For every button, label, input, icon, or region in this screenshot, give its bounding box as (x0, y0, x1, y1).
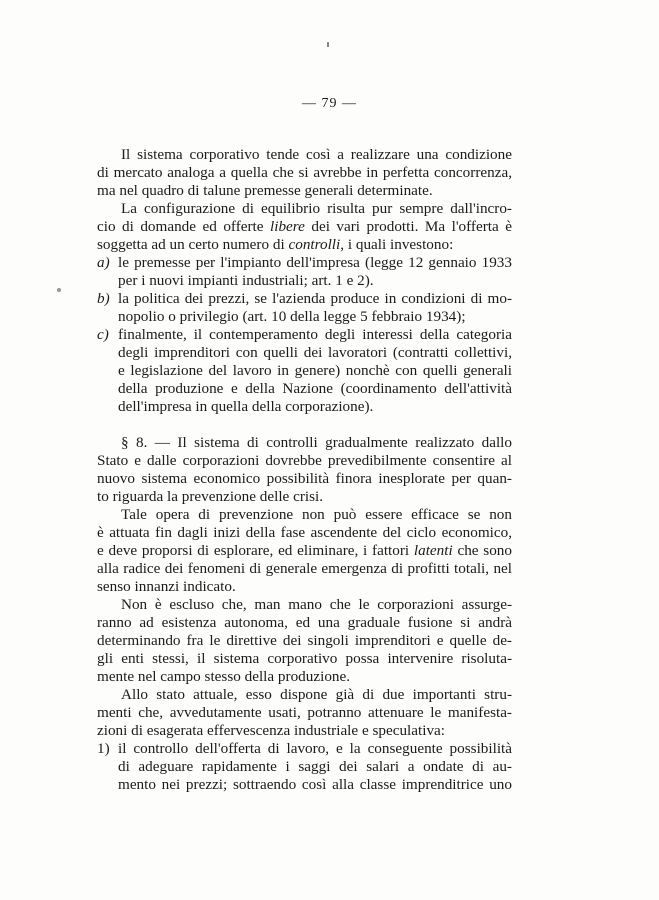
text-line: mento nei prezzi; sottraendo così alla classe imprenditrice uno (118, 776, 512, 793)
text-line: alla radice dei fenomeni di generale emergenza di profitti totali, nel (97, 560, 512, 577)
section-heading-line: § 8. — Il sistema di controlli gradualmente realizzato dallo (121, 434, 512, 451)
text-line: e legislazione del lavoro in genere) nonchè con quelli generali (118, 362, 512, 379)
text-line: cio di domande ed offerte libere dei vari prodotti. Ma l'offerta è (97, 218, 512, 235)
scan-speck (327, 42, 329, 47)
text-line: nuovo sistema economico possibilità finora inesplorate per quan- (97, 470, 512, 487)
text-line: e deve proporsi di esplorare, ed eliminare, i fattori latenti che sono (97, 542, 512, 559)
text-line: mente nel campo stesso della produzione. (97, 668, 351, 685)
text-line: soggetta ad un certo numero di controlli, i quali investono: (97, 236, 454, 253)
page-number: — 79 — (302, 96, 357, 111)
list-marker: a) (97, 254, 110, 271)
text-line: to riguarda la prevenzione delle crisi. (97, 488, 324, 505)
list-marker: c) (97, 326, 109, 343)
text-line: degli imprenditori con quelli dei lavoratori (contratti collettivi, (118, 344, 512, 361)
text-line: gli enti stessi, il sistema corporativo possa intervenire risoluta- (97, 650, 512, 667)
scan-speck (57, 288, 61, 292)
text-line: Stato e dalle corporazioni dovrebbe prevedibilmente consentire al (97, 452, 512, 469)
text-line: finalmente, il contemperamento degli interessi della categoria (118, 326, 512, 343)
list-marker: b) (97, 290, 110, 307)
text-line: Non è escluso che, man mano che le corporazioni assurge- (121, 596, 512, 613)
text-line: menti che, avvedutamente usati, potranno attenuare le manifesta- (97, 704, 512, 721)
text-line: ranno ad esistenza autonoma, ed una graduale fusione si andrà (97, 614, 512, 631)
text-line: per i nuovi impianti industriali; art. 1 e 2). (118, 272, 374, 289)
text-line: senso innanzi indicato. (97, 578, 236, 595)
text-line: le premesse per l'impianto dell'impresa (legge 12 gennaio 1933 (118, 254, 512, 271)
text-line: determinando fra le direttive dei singoli imprenditori e quelle de- (97, 632, 512, 649)
text-line: Tale opera di prevenzione non può essere efficace se non (121, 506, 512, 523)
text-line: di adeguare rapidamente i saggi dei salari a ondate di au- (118, 758, 512, 775)
text-line: dell'impresa in quella della corporazione). (118, 398, 374, 415)
text-line: è attuata fin dagli inizi della fase ascendente del ciclo economico, (97, 524, 512, 541)
text-line: ma nel quadro di talune premesse generali determinate. (97, 182, 433, 199)
text-line: Il sistema corporativo tende così a realizzare una condizione (121, 146, 512, 163)
text-line: il controllo dell'offerta di lavoro, e la conseguente possibilità (118, 740, 512, 757)
text-line: La configurazione di equilibrio risulta pur sempre dall'incro- (121, 200, 512, 217)
text-line: la politica dei prezzi, se l'azienda produce in condizioni di mo- (118, 290, 512, 307)
text-line: di mercato analoga a quella che si avrebbe in perfetta concorrenza, (97, 164, 512, 181)
text-line: nopolio o privilegio (art. 10 della legge 5 febbraio 1934); (118, 308, 466, 325)
text-line: Allo stato attuale, esso dispone già di due importanti stru- (121, 686, 512, 703)
list-marker: 1) (97, 740, 110, 757)
text-line: zioni di esagerata effervescenza industriale e speculativa: (97, 722, 446, 739)
text-line: della produzione e della Nazione (coordinamento dell'attività (118, 380, 512, 397)
